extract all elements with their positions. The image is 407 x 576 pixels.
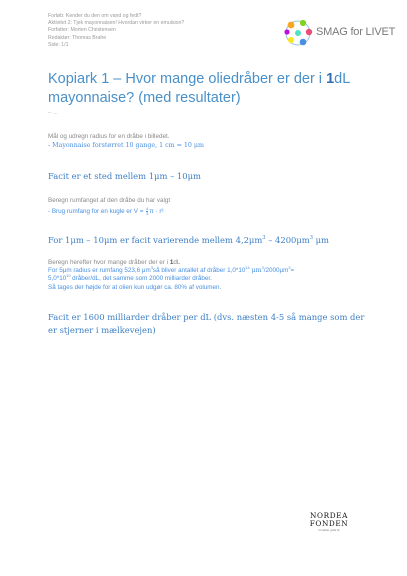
volume-heading-prefix: For 1μm – 10μm er facit varierende mellem 4,2μm (48, 235, 263, 245)
header-line-page: Side: 1/1 (48, 41, 69, 48)
calc-1h: 3 (288, 265, 291, 270)
logo-graphic-icon (282, 18, 316, 48)
final-answer: Facit er 1600 milliarder dråber per dL (dvs. næsten 4-5 så mange som der er stjerner i mælkevejen) (48, 312, 365, 335)
formula-prefix: - Brug rumfang for en kugle er V = (48, 208, 146, 216)
title-part-3: dL mayonnaise? (med resultater) (48, 71, 350, 106)
drop-count-prefix: Beregn herefter hvor mange dråber der er i (48, 259, 170, 266)
calc-line-2 (48, 275, 368, 283)
nordea-line-2: FONDEN (309, 519, 349, 528)
fraction-numerator: 4 (146, 206, 149, 211)
fraction-denominator: 3 (146, 211, 149, 216)
header-meta (48, 13, 278, 49)
volume-heading-suffix: μm (312, 235, 329, 245)
header-line-course: Forløb: Kender du den om vand og fedt? (48, 13, 142, 19)
drop-count-suffix: dL (173, 259, 181, 266)
nordea-tagline: Vi støtter gode liv (318, 528, 340, 532)
drop-count-bold: 1 (169, 259, 174, 266)
header-line-editor: Redaktør: Thomas Brahe (48, 34, 107, 41)
instruction-volume: Beregn rumfanget af den dråbe du har valgt (48, 197, 171, 204)
nordea-fonden-logo (298, 512, 360, 532)
calc-1e: μm (249, 267, 262, 274)
calc-1c: så bliver antallet af dråber 1,0*10 (152, 267, 246, 274)
answer-radius-range: Facit er et sted mellem 1μm – 10μm (48, 171, 201, 181)
logo-text: SMAG for LIVET (316, 26, 396, 38)
page-title (48, 70, 368, 108)
note-sphere-formula (48, 207, 164, 216)
note-magnification: - Mayonnaise forstørret 10 gange, 1 cm = 10 μm (48, 142, 204, 149)
calc-2b: 10 (66, 274, 71, 279)
header-line-activity: Aktivitet 2: Tjek mayonnaisen! Hvordan virker en emulsion? (48, 20, 185, 27)
smag-for-livet-logo (282, 18, 396, 48)
calc-1b: 3 (150, 265, 153, 270)
calc-1i: = (290, 267, 295, 274)
nordea-line-1: NORDEA (310, 511, 348, 520)
instruction-drop-count (48, 259, 180, 267)
volume-heading-sup-2: 3 (309, 235, 313, 242)
title-dash: – ... (48, 110, 59, 116)
instruction-radius: Mål og udregn radius for en dråbe i billedet. (48, 133, 170, 140)
calc-2a: 5,0*10 (48, 275, 67, 283)
calc-1f: 3 (261, 265, 264, 270)
calc-2c: dråber/dL, det samme som 2000 milliarder dråber. (70, 275, 212, 283)
volume-heading-sup-1: 3 (262, 235, 266, 242)
drop-count-calculation (48, 267, 368, 292)
calc-1d: 14 (245, 265, 250, 270)
calc-line-3: Så tages der højde for at olien kun udgør ca. 80% af volumen. (48, 283, 222, 291)
title-part-bold: 1 (326, 71, 335, 87)
formula-suffix: π · r³ (149, 208, 164, 216)
calc-1a: For 5μm radius er rumfang 523,6 μm (48, 267, 151, 274)
title-part-1: Kopiark 1 – Hvor mange oliedråber er der i (48, 71, 327, 87)
volume-heading-mid: – 4200μm (265, 235, 310, 245)
answer-volume-range (48, 234, 329, 246)
header-line-author: Forfatter: Morten Christensen (48, 27, 116, 34)
calc-1g: /2000μm (263, 267, 289, 274)
